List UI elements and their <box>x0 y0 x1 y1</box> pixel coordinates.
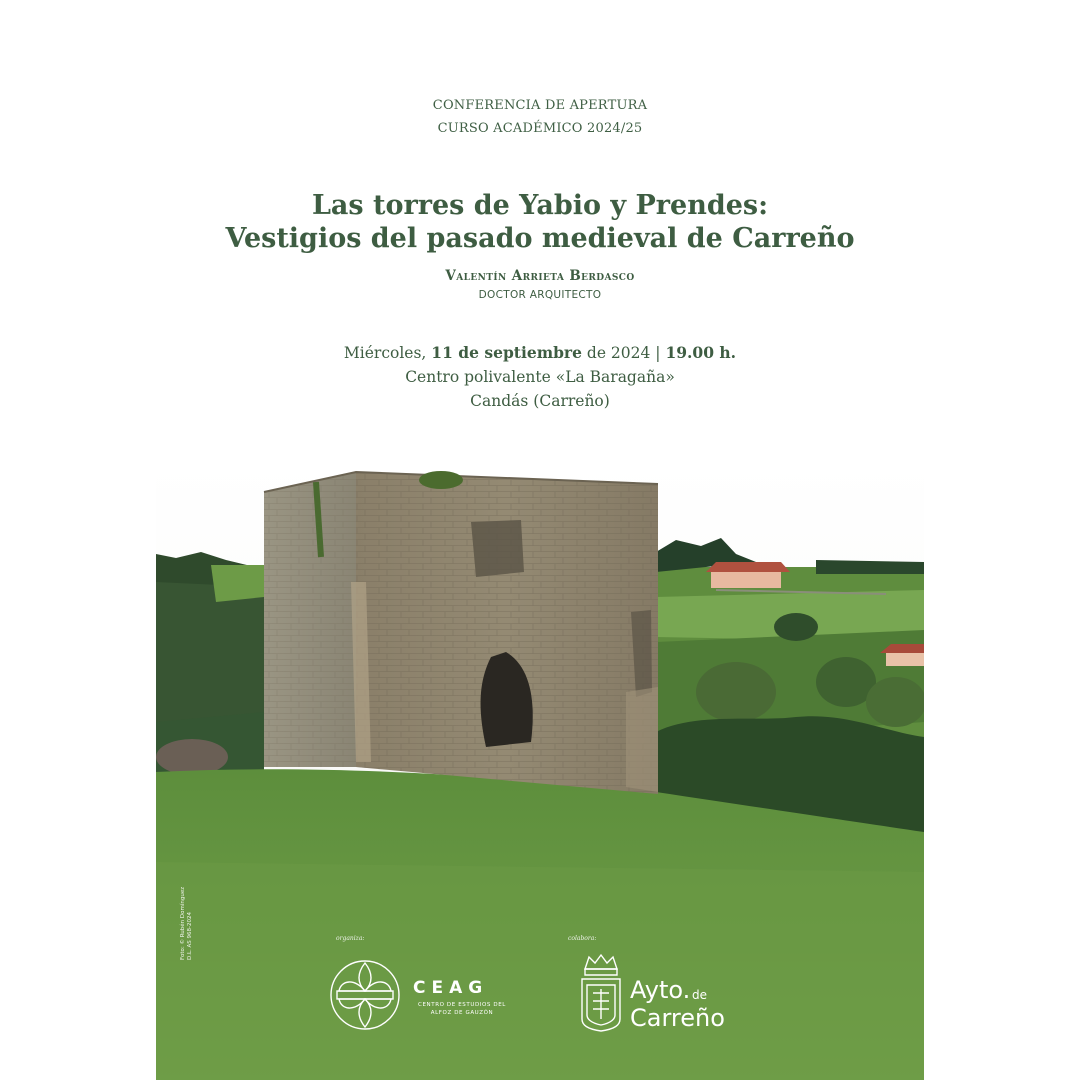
credit-dl: D.L. AS 968-2024 <box>187 911 193 960</box>
organiza-label: organiza: <box>336 935 365 942</box>
house <box>711 570 781 588</box>
event-details <box>0 341 1080 413</box>
title-line-1: Las torres de Yabio y Prendes: <box>311 190 769 221</box>
event-place: Candás (Carreño) <box>470 392 610 410</box>
tower-photo <box>156 462 924 1080</box>
event-date-line <box>0 341 1080 365</box>
author-role: DOCTOR ARQUITECTO <box>478 289 602 301</box>
photo-credit <box>180 880 194 960</box>
ceag-name: CEAG <box>413 978 489 998</box>
kicker-curso: CURSO ACADÉMICO 2024/25 <box>437 121 643 136</box>
ayto-de: de <box>692 988 707 1002</box>
ceag-emblem-icon <box>327 958 403 1032</box>
page-title <box>0 189 1080 255</box>
event-year: de 2024 | <box>586 344 661 362</box>
title-line-2: Vestigios del pasado medieval de Carreño <box>225 223 855 254</box>
credit-photo: Foto: © Rubén Domínguez <box>180 886 186 960</box>
ayto-coat-of-arms-icon <box>579 953 623 1033</box>
author-name: Valentín Arrieta Berdasco <box>445 268 635 284</box>
ayto-carreno: Carreño <box>630 1004 725 1032</box>
colabora-label: colabora: <box>568 935 597 942</box>
kicker-conferencia: CONFERENCIA DE APERTURA <box>432 98 648 113</box>
ceag-subtitle: CENTRO DE ESTUDIOS DEL ALFOZ DE GAUZÓN <box>418 1002 506 1016</box>
event-date: 11 de septiembre <box>431 343 582 362</box>
event-weekday: Miércoles, <box>343 344 427 362</box>
event-venue: Centro polivalente «La Baragaña» <box>405 368 675 386</box>
event-time: 19.00 h. <box>665 343 737 362</box>
ayto-word: Ayto. <box>630 976 691 1004</box>
